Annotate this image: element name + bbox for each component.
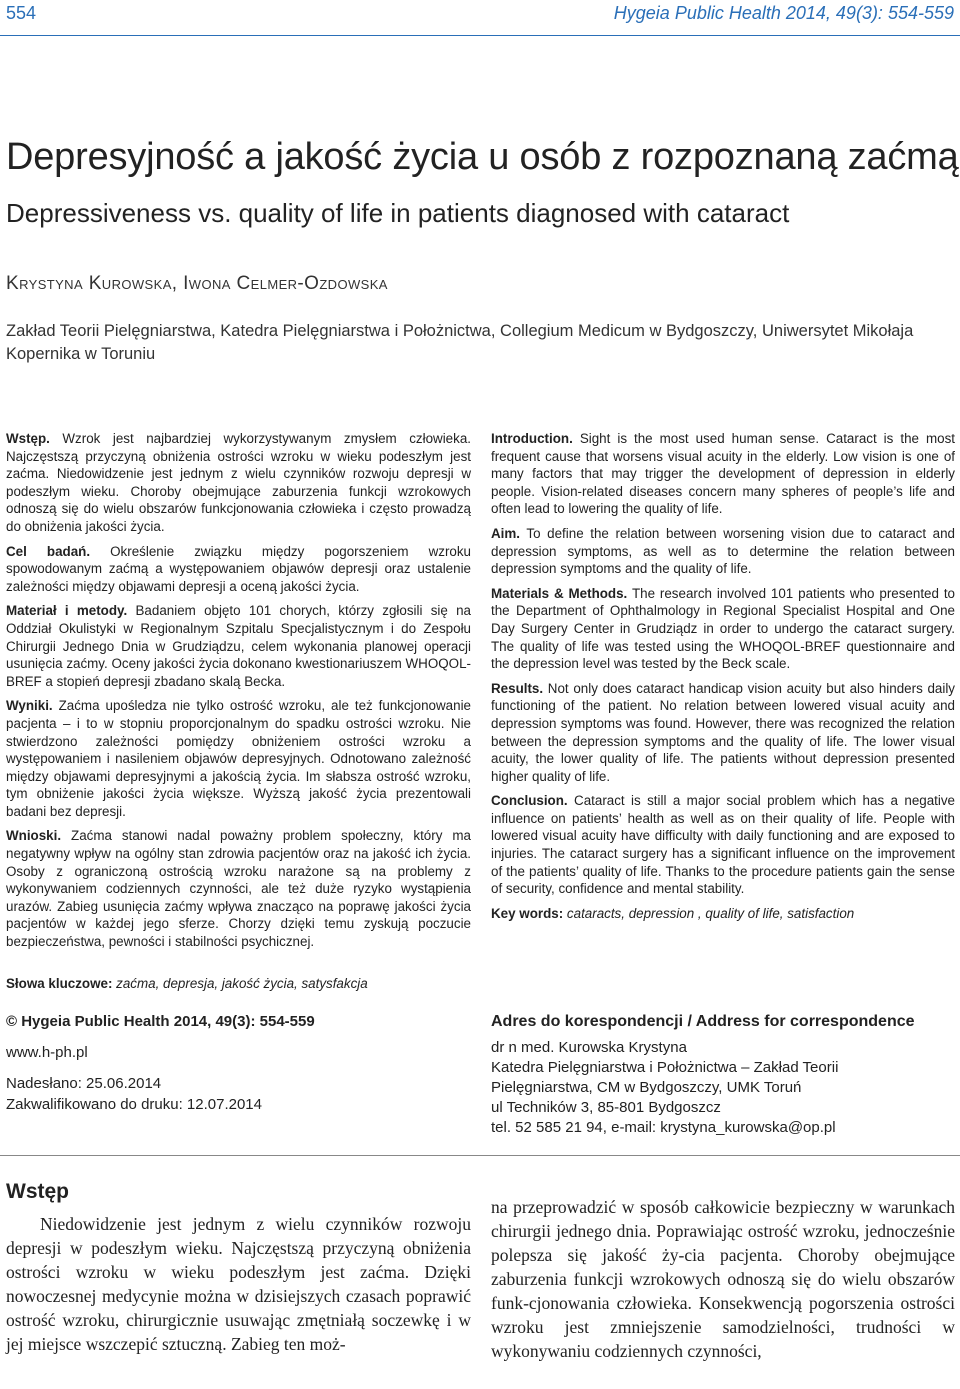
keywords-label: Słowa kluczowe: — [6, 976, 113, 991]
section-label: Wnioski. — [6, 828, 62, 844]
section-text: Not only does cataract handicap vision acuity but also hinders daily functioning of the patient. No relation between lowered visual acuity and depression symptoms was found. However, there was recognized the relation between the depression symptoms and the quality of life. The lower visual acuity, the lower quality of life. The patients without depression presented higher quality of life. — [491, 680, 955, 784]
title-polish: Depresyjność a jakość życia u osób z rozpoznaną zaćmą — [6, 136, 959, 178]
section-heading: Wstęp — [6, 1180, 69, 1203]
section-text: The research involved 101 patients who presented to the Department of Ophthalmology in Regional Specialist Hospital and One Day Surgery Center in Grudziądz in order to undergo the cataract surgery. The quality of life was tested using the WHOQOL-BREF questionnaire and the depression level was tested by the Beck scale. — [491, 585, 955, 672]
abstract-section-wnioski — [6, 827, 471, 950]
abstract-polish — [6, 430, 471, 958]
section-divider — [0, 1155, 960, 1156]
keywords-label: Key words: — [491, 905, 564, 921]
section-label: Cel badań. — [6, 543, 91, 559]
copyright-line: © Hygeia Public Health 2014, 49(3): 554-559 — [6, 1013, 315, 1030]
section-text: Określenie związku między pogorszeniem wzroku spowodowanym zaćmą a występowaniem objawów depresji oraz ustalenie zależności między objawami depresji a oceną jakości życia. — [6, 543, 471, 594]
abstract-section-wstep — [6, 430, 471, 536]
body-column-right — [491, 1195, 955, 1363]
abstract-section-material — [6, 602, 471, 690]
authors: Krystyna Kurowska, Iwona Celmer-Ozdowska — [6, 273, 388, 294]
correspondence-line: Pielęgniarstwa, CM w Bydgoszczy, UMK Toruń — [491, 1079, 802, 1096]
abstract-section-conclusion — [491, 792, 955, 898]
correspondence-line: dr n med. Kurowska Krystyna — [491, 1039, 687, 1056]
section-text: Zaćma stanowi nadal poważny problem społeczny, który ma negatywny wpływ na ogólny stan zdrowia pacjentów oraz na jakość ich życia. Osoby z ograniczoną ostrością wzroku narażone są na problemy z wykonywaniem codziennych czynności, ale też duże ryzyko wystąpienia urazów. Zabieg usunięcia zaćmy wpływa znacząco na poprawę jakości życia pacjentów w każdej jego sferze. Chorzy dzięki temu zyskują poczucie bezpieczeństwa, pewności i stabilności psychicznej. — [6, 828, 471, 950]
title-english: Depressiveness vs. quality of life in patients diagnosed with cataract — [6, 198, 790, 228]
section-text: To define the relation between worsening vision due to cataract and depression symptoms, as well as to determine the relation between depression symptoms and the quality of life. — [491, 525, 955, 577]
section-label: Wstęp. — [6, 431, 50, 446]
website-link[interactable]: www.h-ph.pl — [6, 1044, 88, 1061]
abstract-section-introduction — [491, 430, 955, 518]
section-text: Cataract is still a major social problem which has a negative influence on patients’ health as well as on their quality of life. People with lowered visual acuity have difficulty with daily functioning and are exposed to injuries. The cataract surgery has a significant influence on the improvement of the patients’ quality of life. Thanks to the procedure patients gain the sense of security, confidence and mental stability. — [491, 793, 955, 897]
keywords-english — [491, 905, 955, 923]
section-label: Aim. — [491, 525, 521, 541]
accepted-date: Zakwalifikowano do druku: 12.07.2014 — [6, 1096, 262, 1113]
body-paragraph-continued: na przeprowadzić w sposób całkowicie bezpieczny w warunkach chirurgii jednego dnia. Poprawiając ostrość wzroku, jednocześnie polepsza się jakość ży-cia pacjenta. Choroby obejmujące zaburzenia funkcji wzrokowych odnoszą się do wielu obszarów funk-cjonowania człowieka. Konsekwencją pogorszenia ostrości wzroku jest zmniejszenie samodzielności, trudności w wykonywaniu codziennych czynności, — [491, 1197, 955, 1361]
journal-citation: Hygeia Public Health 2014, 49(3): 554-559 — [613, 3, 954, 23]
publication-meta — [6, 1012, 471, 1116]
section-label: Introduction. — [491, 431, 573, 446]
correspondence-block — [491, 1012, 955, 1138]
affiliation: Zakład Teorii Pielęgniarstwa, Katedra Pielęgniarstwa i Położnictwa, Collegium Medicum w Bydgoszczy, Uniwersytet Mikołaja Kopernika w Toruniu — [6, 322, 914, 363]
keywords-list: zaćma, depresja, jakość życia, satysfakcja — [116, 976, 368, 991]
abstract-english — [491, 430, 955, 929]
body-paragraph: Niedowidzenie jest jednym z wielu czynników rozwoju depresji w podeszłym wieku. Najczęstszą przyczyną obniżenia ostrości wzroku w wieku podeszłym jest zaćma. Dzięki nowoczesnej medycynie można w dzisiejszych czasach poprawić ostrość wzroku, chirurgicznie usuwając zmętniałą soczewkę i w jej miejsce wszczepić sztuczną. Zabieg ten moż- — [6, 1214, 471, 1354]
correspondence-email-line: tel. 52 585 21 94, e-mail: krystyna_kurowska@op.pl — [491, 1119, 836, 1136]
section-text: Wzrok jest najbardziej wykorzystywanym zmysłem człowieka. Najczęstszą przyczyną obniżenia ostrości wzroku w wieku podeszłym jest zaćma. Niedowidzenie jest jednym z wielu czynników rozwoju depresji w podeszłym wieku. Choroby obejmujące zaburzenia funkcji wzrokowych odnoszą się do wielu obszarów funkcjonowania człowieka i często prowadzą do obniżenia jakości życia. — [6, 431, 471, 534]
correspondence-line: Katedra Pielęgniarstwa i Położnictwa – Zakład Teorii — [491, 1059, 839, 1076]
abstract-section-methods — [491, 585, 955, 673]
section-label: Materiał i metody. — [6, 603, 128, 619]
abstract-section-wyniki — [6, 697, 471, 820]
section-text: Zaćma upośledza nie tylko ostrość wzroku, ale też funkcjonowanie pacjenta – i to w stopniu proporcjonalnym do spadku ostrości wzroku. Nie stwierdzono zależności pomiędzy obniżeniem ostrości wzroku a występowaniem i nasileniem objawów depresyjnych. Odnotowano zależność między objawami depresyjnymi a jakością życia. Im słabsza ostrość wzroku, tym obniżenie jakości życia większe. Wyższą jakość życia prezentowali badani bez depresji. — [6, 698, 471, 819]
section-label: Results. — [491, 680, 544, 696]
correspondence-heading: Adres do korespondencji / Address for correspondence — [491, 1013, 915, 1030]
keywords-polish — [6, 976, 471, 991]
section-text: Sight is the most used human sense. Cataract is the most frequent cause that worsens visual acuity in the elderly. Low vision is one of many factors that may trigger the development of depression in elderly people. Vision-related diseases concern many spheres of people’s life and often lead to lowering the quality of life. — [491, 431, 955, 517]
section-label: Conclusion. — [491, 793, 568, 809]
correspondence-line: ul Techników 3, 85-801 Bydgoszcz — [491, 1099, 721, 1116]
abstract-section-cel — [6, 543, 471, 596]
running-header — [0, 0, 960, 36]
submitted-date: Nadesłano: 25.06.2014 — [6, 1075, 162, 1092]
page-number: 554 — [6, 3, 37, 23]
section-label: Materials & Methods. — [491, 585, 628, 601]
section-text: Badaniem objęto 101 chorych, którzy zgłosili się na Oddział Okulistyki w Regionalnym Szpitalu Specjalistycznym i do Zespołu Chirurgii Jednego Dnia w Grudziądzu, celem wykonania planowej operacji usunięcia zaćmy. Oceny jakości życia dokonano kwestionariuszem WHOQOL-BREF a stopień depresji zbadano skalą Becka. — [6, 603, 471, 689]
abstract-section-aim — [491, 525, 955, 578]
body-column-left — [6, 1180, 471, 1356]
section-label: Wyniki. — [6, 698, 53, 714]
keywords-list: cataracts, depression , quality of life, satisfaction — [566, 905, 855, 921]
abstract-section-results — [491, 680, 955, 786]
